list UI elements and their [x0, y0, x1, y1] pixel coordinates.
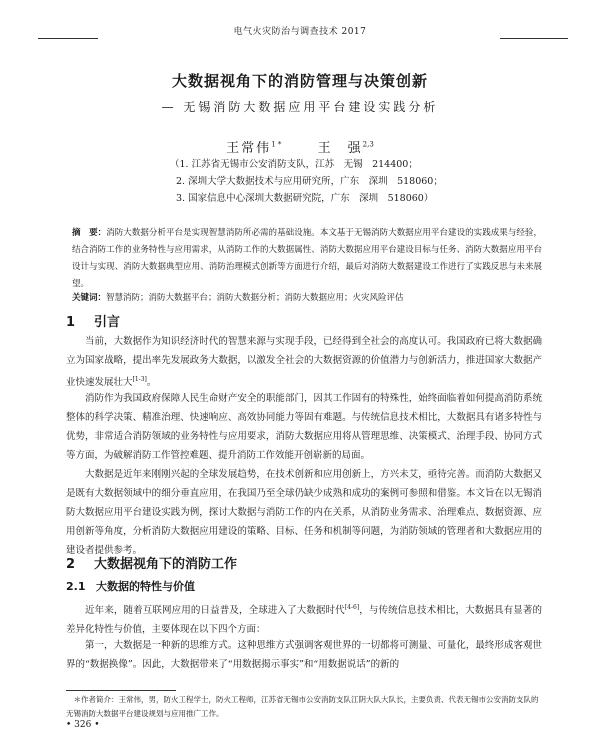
header-rule-right: [500, 38, 568, 39]
paper-title: 大数据视角下的消防管理与决策创新: [171, 72, 428, 90]
paper-subtitle: — 无锡消防大数据应用平台建设实践分析: [161, 100, 439, 114]
author-name: 王常伟: [226, 141, 272, 156]
subsection-number: 2.1: [66, 580, 86, 593]
keywords-label: 关键词：: [72, 293, 107, 303]
footnote-mark: ＊: [73, 695, 81, 704]
affiliation-line: 3. 国家信息中心深圳大数据研究院，广东 深圳 518060）: [176, 193, 434, 204]
author-name: 王 强: [317, 141, 363, 156]
footnote: [66, 693, 542, 721]
subsection-heading: [66, 578, 195, 594]
citation: [1-3]: [132, 376, 147, 383]
subsection-title: 大数据的特性与价值: [96, 580, 195, 593]
citation: [4-6]: [344, 604, 360, 611]
body-paragraph: 消防作为我国政府保障人民生命财产安全的职能部门，因其工作固有的特殊性，始终面临着如何提高消防系统整体的科学决策、精准治理、快速响应、高效协同能力等固有难题。与传统信息技术相比，大数据具有诸多特性与优势，非常适合消防领域的业务特性与应用要求，消防大数据应用将从管理思维、决策模式、治理手段、协同方式等方面，为破解消防工作管控难题、提升消防工作效能开创崭新的局面。: [66, 393, 542, 461]
page-number: • 326 •: [66, 720, 100, 730]
keywords: [72, 291, 542, 303]
keywords-text: 智慧消防；消防大数据平台；消防大数据分析；消防大数据应用；火灾风险评估: [106, 293, 404, 303]
affiliation-line: （1. 江苏省无锡市公安消防支队，江苏 无锡 214400；: [170, 159, 418, 170]
paragraph-text: 。: [146, 377, 157, 389]
section-title: 大数据视角下的消防工作: [94, 557, 238, 572]
abstract: [72, 225, 542, 293]
author-affil-mark: 1 *: [271, 140, 282, 149]
affiliation-line: 2. 深圳大学大数据技术与应用研究所，广东 深圳 518060；: [176, 176, 443, 187]
abstract-label: 摘 要：: [72, 228, 107, 238]
body-paragraph: [66, 332, 542, 392]
paragraph-text: 当前，大数据作为知识经济时代的智慧来源与实现手段，已经得到全社会的高度认可。我国政府已将大数据确立为国家战略，提出率先发展政务大数据，以激发全社会的大数据资源的价值潜力与创新活力，推进国家大数据产业快速发展壮大: [66, 336, 542, 389]
running-head: 电气火灾防治与调查技术 2017: [233, 27, 367, 37]
footnote-text: 作者简介：王常伟，男，防火工程学士，防火工程师，江苏省无锡市公安消防支队江阴大队大队长，主要负责、代表无锡市公安消防支队的无锡消防大数据平台建设规划与应用推广工作。: [66, 695, 539, 718]
section-number: 1: [66, 315, 76, 330]
body-paragraph: [66, 598, 542, 639]
paragraph-text: 近年来，随着互联网应用的日益普及，全球进入了大数据时代: [85, 605, 345, 617]
author-line: [0, 137, 600, 156]
footnote-rule: [66, 690, 176, 691]
abstract-text: 消防大数据分析平台是实现智慧消防所必需的基础设施。本文基于无锡消防大数据应用平台建设的实践成果与经验，结合消防工作的业务特性与应用需求，从消防工作的大数据属性、消防大数据应用平台建设目标与任务、消防大数据应用平台设计与实现、消防大数据典型应用、消防治理模式创新等方面进行介绍，最后对消防大数据建设工作进行了实践反思与未来展望。: [72, 228, 542, 289]
author-affil-mark: 2,3: [362, 140, 374, 149]
section-number: 2: [66, 557, 76, 572]
paragraph-text: ，与传统信息技术相比，大数据具有显著的差异化特性与价值，主要体现在以下四个方面：: [66, 605, 542, 636]
body-paragraph: 第一，大数据是一种新的思维方式。这种思维方式强调客观世界的一切都将可测量、可量化，最终形成客观世界的“数据换像”。因此，大数据带来了“用数据揭示事实”和“用数据说话”的新的: [66, 640, 542, 670]
body-paragraph: 大数据是近年来刚刚兴起的全球发展趋势，在技术创新和应用创新上，方兴未艾，亟待完善。而消防大数据又是既有大数据领域中的细分垂直应用，在我国乃至全球仍缺少成熟和成功的案例可参照和借鉴。本文旨在以无锡消防大数据应用平台建设实践为例，探讨大数据与消防工作的内在关系，从消防业务需求、治理难点、数据资源、应用创新等角度，分析消防大数据应用建设的策略、目标、任务和机制等问题，为消防领域的管理者和大数据应用的建设者提供参考。: [66, 469, 542, 556]
section-heading: [66, 311, 120, 330]
section-heading: [66, 553, 237, 572]
affiliations: [170, 156, 510, 207]
header-rule-left: [38, 38, 98, 39]
section-title: 引言: [94, 315, 121, 330]
